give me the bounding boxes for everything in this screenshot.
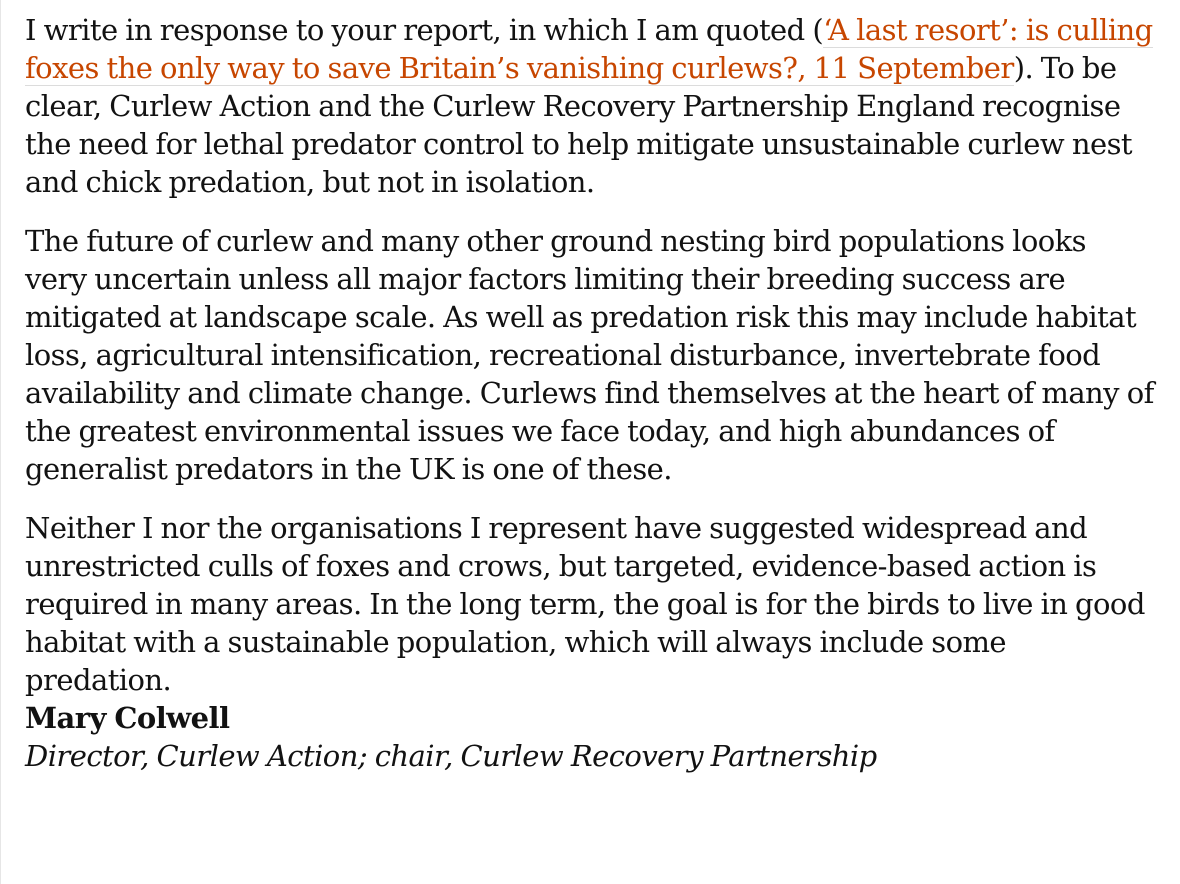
paragraph-future: The future of curlew and many other ground nesting bird populations looks very uncertain unless all major factors limiting their breeding success are mitigated at landscape scale. As well as predation risk this may include habitat loss, agricultural intensification, recreational disturbance, invertebrate food availability and climate change. Curlews find themselves at the heart of many of the greatest environmental issues we face today, and high abundances of generalist predators in the UK is one of these. <box>25 224 1154 486</box>
signer-title: Director, Curlew Action; chair, Curlew Recovery Partnership <box>25 739 877 773</box>
culls-text: Neither I nor the organisations I represent have suggested widespread and unrestricted culls of foxes and crows, but targeted, evidence-based action is required in many areas. In the long term, the goal is for the birds to live in good habitat with a sustainable population, which will always include some predation. <box>25 511 1145 697</box>
paragraph-culls <box>25 509 1155 775</box>
signer-name: Mary Colwell <box>25 701 230 735</box>
intro-text: I write in response to your report, in which I am quoted ( <box>25 13 824 47</box>
intro-text-continued: ). To be clear, Curlew Action and the Curlew Recovery Partnership England recognise the need for lethal predator control to help mitigate unsustainable curlew nest and chick predation, but not in isolation. <box>25 51 1133 199</box>
paragraph-intro <box>25 0 1155 201</box>
report-link[interactable]: ‘A last resort’: is culling foxes the only way to save Britain’s vanishing curlews?, 11 September <box>25 13 1153 85</box>
